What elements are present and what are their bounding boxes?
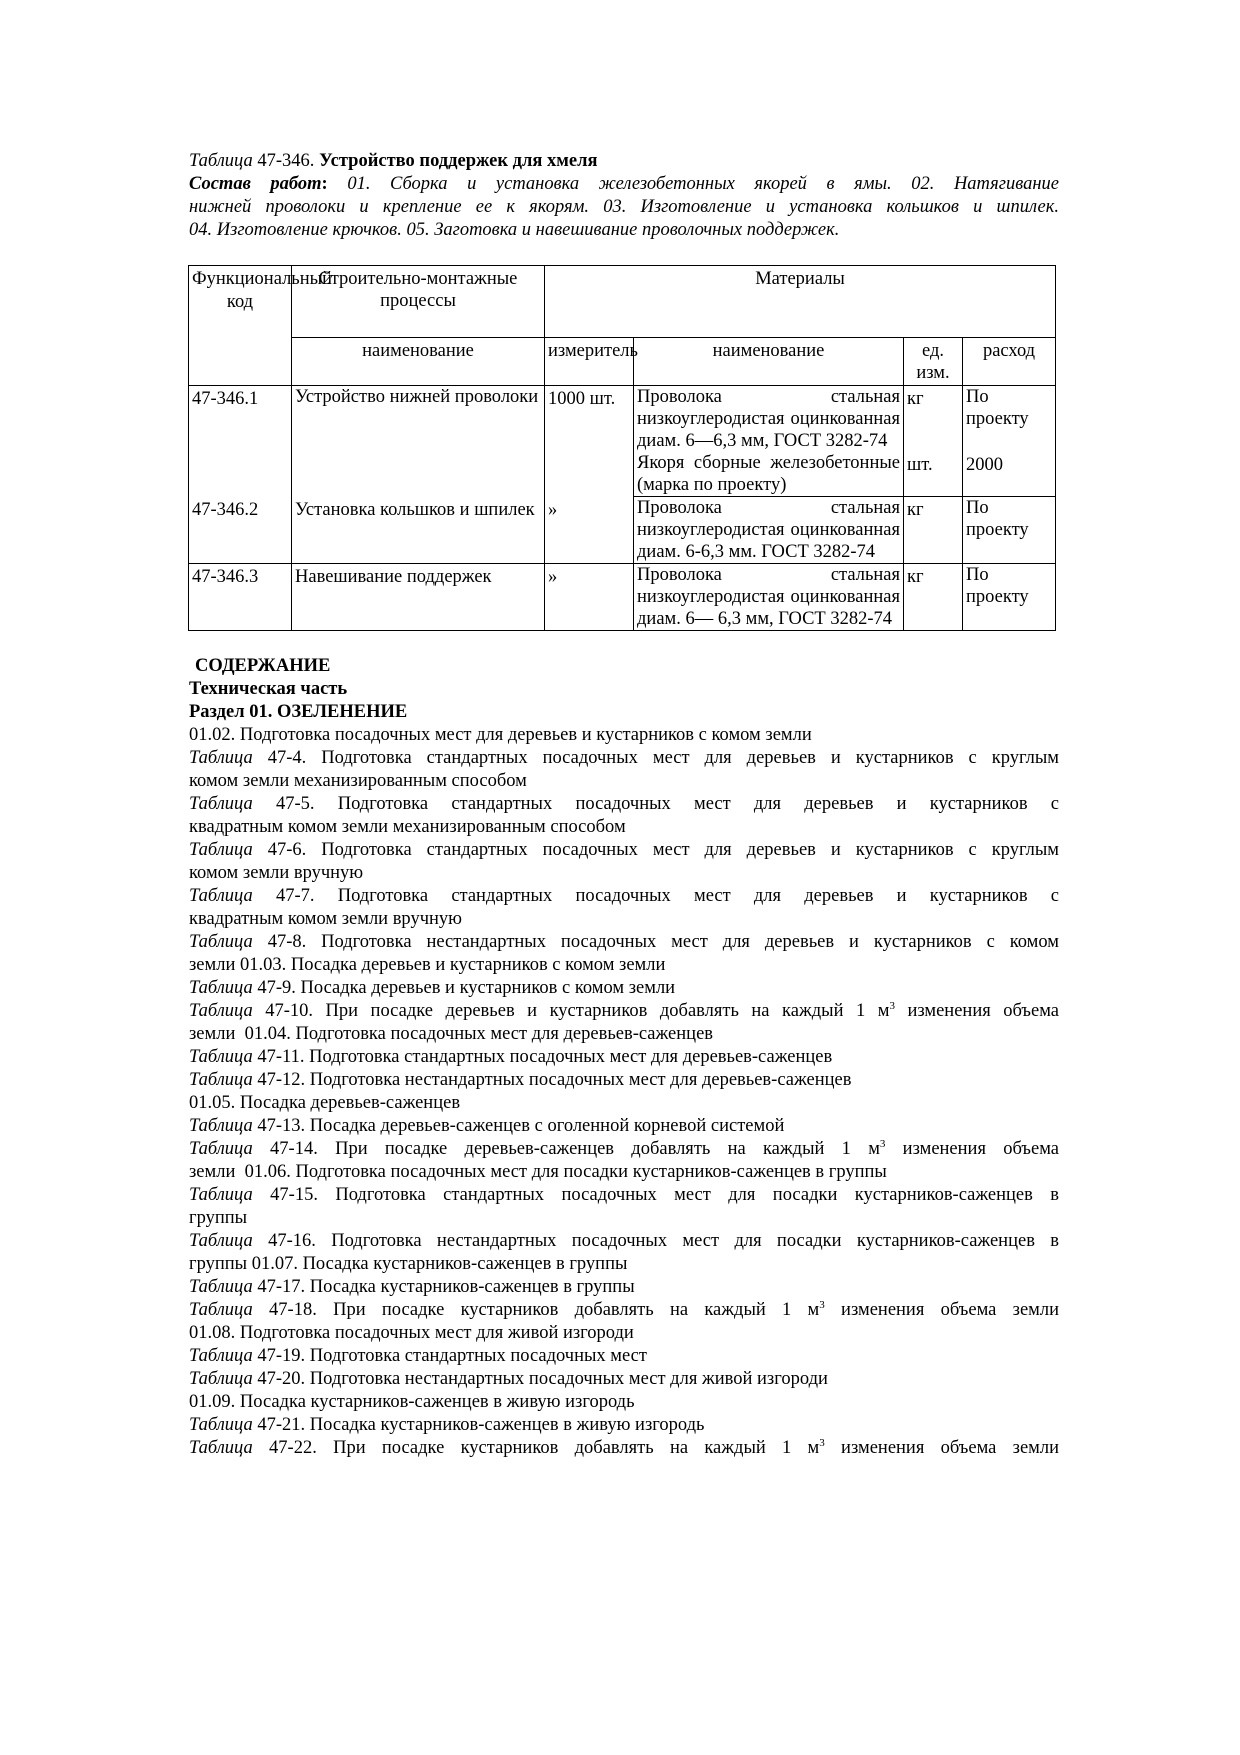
toc-line: Таблица 47-21. Посадка кустарников-саженцев в живую изгородь: [189, 1415, 705, 1435]
superscript-3: 3: [879, 1137, 886, 1150]
row-code: 47-346.3: [189, 564, 292, 631]
table-word: Таблица: [189, 151, 253, 171]
toc-table-word: Таблица: [189, 1415, 253, 1435]
row-code: 47-346.1: [189, 386, 292, 497]
row-material: Якоря сборные железобетонные (марка по проекту): [634, 452, 904, 497]
table-number: 47-346.: [257, 151, 315, 171]
works-table: [188, 265, 1056, 631]
toc-line: Таблица 47-14. При посадке деревьев-саженцев добавлять на каждый 1 $м^3$ изменения объема: [189, 1137, 1059, 1159]
toc: [189, 655, 1059, 1460]
toc-line: 01.02. Подготовка посадочных мест для деревьев и кустарников с комом земли: [189, 725, 812, 745]
table-row: [189, 386, 1056, 453]
toc-line: группы: [189, 1208, 248, 1228]
toc-line: Таблица 47-5. Подготовка стандартных посадочных мест для деревьев и кустарников с: [189, 794, 1059, 814]
toc-line: Таблица 47-16. Подготовка нестандартных посадочных мест для посадки кустарников-саженцев в: [189, 1231, 1059, 1251]
row-consumption: По проекту: [963, 386, 1056, 453]
toc-table-word: Таблица: [189, 1185, 253, 1205]
table-heading: [189, 150, 1059, 173]
superscript-3: 3: [819, 1436, 825, 1449]
table-title: Устройство поддержек для хмеля: [319, 151, 598, 171]
toc-table-word: Таблица: [189, 1116, 253, 1136]
toc-line: Таблица 47-19. Подготовка стандартных посадочных мест: [189, 1346, 647, 1366]
toc-line: группы 01.07. Посадка кустарников-саженцев в группы: [189, 1254, 628, 1274]
toc-table-word: Таблица: [189, 886, 253, 906]
toc-line: Таблица 47-10. При посадке деревьев и кустарников добавлять на каждый 1 $м^3$ изменения объема: [189, 999, 1059, 1021]
toc-table-word: Таблица: [189, 1047, 253, 1067]
toc-line: квадратным комом земли механизированным способом: [189, 817, 626, 837]
toc-line: 01.09. Посадка кустарников-саженцев в живую изгородь: [189, 1392, 635, 1412]
row-consumption: По проекту: [963, 564, 1056, 631]
toc-table-word: Таблица: [189, 1346, 253, 1366]
works-text-1: 01. Сборка и установка железобетонных якорей в ямы. 02. Натягивание: [347, 174, 1060, 194]
toc-line: земли 01.03. Посадка деревьев и кустарников с комом земли: [189, 955, 666, 975]
header-name: наименование: [292, 338, 545, 386]
row-unit: кг: [904, 564, 963, 631]
toc-table-word: Таблица: [189, 932, 253, 952]
works-label: Состав работ: [189, 174, 322, 194]
works-line-3: 04. Изготовление крючков. 05. Заготовка и навешивание проволочных поддержек.: [189, 220, 840, 240]
toc-line: 01.05. Посадка деревьев-саженцев: [189, 1093, 461, 1113]
toc-table-word: Таблица: [189, 1277, 253, 1297]
superscript-3: 3: [819, 1298, 825, 1311]
toc-line: комом земли механизированным способом: [189, 771, 527, 791]
toc-table-word: Таблица: [189, 1369, 253, 1389]
header-materials: Материалы: [545, 266, 1056, 338]
table-row: [189, 497, 1056, 564]
header-func-code: Функциональный код: [189, 266, 292, 386]
row-measure: »: [545, 564, 634, 631]
toc-table-word: Таблица: [189, 1438, 253, 1458]
toc-line: Таблица 47-9. Посадка деревьев и кустарников с комом земли: [189, 978, 676, 998]
toc-line: Таблица 47-6. Подготовка стандартных посадочных мест для деревьев и кустарников с круглым: [189, 840, 1060, 860]
toc-tech-part: Техническая часть: [189, 679, 348, 699]
row-consumption: 2000: [963, 452, 1056, 497]
toc-table-word: Таблица: [189, 748, 253, 768]
row-process: Устройство нижней проволоки: [292, 386, 545, 497]
row-measure: »: [545, 497, 634, 564]
toc-table-word: Таблица: [189, 794, 253, 814]
document-page: [189, 150, 1059, 1460]
row-material: Проволока стальная низкоуглеродистая оцинкованная диам. 6—6,3 мм, ГОСТ 3282-74: [634, 386, 904, 453]
header-mat-name: наименование: [634, 338, 904, 386]
toc-line: Таблица 47-20. Подготовка нестандартных посадочных мест для живой изгороди: [189, 1369, 828, 1389]
row-unit: кг: [904, 497, 963, 564]
toc-table-word: Таблица: [189, 978, 253, 998]
toc-line: Таблица 47-13. Посадка деревьев-саженцев с оголенной корневой системой: [189, 1116, 785, 1136]
toc-line: Таблица 47-22. При посадке кустарников добавлять на каждый 1 $м^3$ изменения объема земли: [189, 1436, 1060, 1458]
toc-line: Таблица 47-11. Подготовка стандартных посадочных мест для деревьев-саженцев: [189, 1047, 833, 1067]
toc-table-word: Таблица: [189, 1001, 253, 1021]
works-colon: :: [321, 174, 328, 194]
row-process: Навешивание поддержек: [292, 564, 545, 631]
toc-line: Таблица 47-17. Посадка кустарников-саженцев в группы: [189, 1277, 635, 1297]
row-consumption: По проекту: [963, 497, 1056, 564]
toc-table-word: Таблица: [189, 1231, 253, 1251]
toc-line: 01.08. Подготовка посадочных мест для живой изгороди: [189, 1323, 634, 1343]
table-row: [189, 564, 1056, 631]
works-line-1: [189, 173, 1059, 196]
toc-line: Таблица 47-18. При посадке кустарников добавлять на каждый 1 $м^3$ изменения объема земли: [189, 1298, 1060, 1320]
toc-line: земли 01.06. Подготовка посадочных мест для посадки кустарников-саженцев в группы: [189, 1162, 887, 1182]
superscript-3: 3: [889, 999, 895, 1012]
toc-line: Таблица 47-12. Подготовка нестандартных посадочных мест для деревьев-саженцев: [189, 1070, 852, 1090]
toc-line: Таблица 47-8. Подготовка нестандартных посадочных мест для деревьев и кустарников с комом: [189, 932, 1059, 952]
works-line-2: нижней проволоки и крепление ее к якорям. 03. Изготовление и установка кольшков и шпилек.: [189, 197, 1059, 217]
toc-table-word: Таблица: [189, 1139, 253, 1159]
toc-line: Таблица 47-15. Подготовка стандартных посадочных мест для посадки кустарников-саженцев в: [189, 1185, 1059, 1205]
toc-title: СОДЕРЖАНИЕ: [195, 656, 331, 676]
row-unit: шт.: [904, 452, 963, 497]
row-material: Проволока стальная низкоуглеродистая оцинкованная диам. 6— 6,3 мм, ГОСТ 3282-74: [634, 564, 904, 631]
toc-table-word: Таблица: [189, 840, 253, 860]
row-material: Проволока стальная низкоуглеродистая оцинкованная диам. 6-6,3 мм. ГОСТ 3282-74: [634, 497, 904, 564]
toc-line: квадратным комом земли вручную: [189, 909, 462, 929]
toc-table-word: Таблица: [189, 1070, 253, 1090]
toc-section: Раздел 01. ОЗЕЛЕНЕНИЕ: [189, 702, 408, 722]
toc-line: Таблица 47-4. Подготовка стандартных посадочных мест для деревьев и кустарников с круглым: [189, 748, 1060, 768]
row-unit: кг: [904, 386, 963, 453]
header-consumption: расход: [963, 338, 1056, 386]
header-processes: Строительно-монтажные процессы: [292, 266, 545, 338]
toc-line: Таблица 47-7. Подготовка стандартных посадочных мест для деревьев и кустарников с: [189, 886, 1059, 906]
header-measure: измеритель: [545, 338, 634, 386]
row-code: 47-346.2: [189, 497, 292, 564]
toc-line: земли 01.04. Подготовка посадочных мест для деревьев-саженцев: [189, 1024, 714, 1044]
row-measure: 1000 шт.: [545, 386, 634, 497]
toc-line: комом земли вручную: [189, 863, 364, 883]
toc-table-word: Таблица: [189, 1300, 253, 1320]
header-unit: ед. изм.: [904, 338, 963, 386]
row-process: Установка кольшков и шпилек: [292, 497, 545, 564]
